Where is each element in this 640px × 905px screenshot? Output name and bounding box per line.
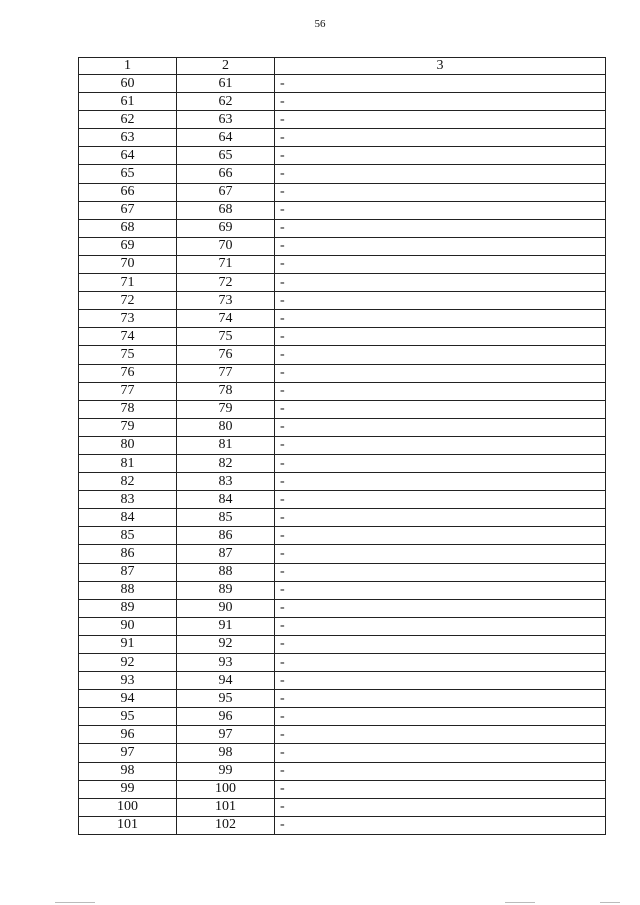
table-body xyxy=(79,75,606,835)
table-cell-col2: 101 xyxy=(177,798,275,816)
data-table xyxy=(78,57,606,835)
table-cell-col2: 100 xyxy=(177,780,275,798)
table-cell-col2: 67 xyxy=(177,183,275,201)
table-cell-col1: 66 xyxy=(79,183,177,201)
table-cell-col2: 84 xyxy=(177,491,275,509)
table-cell-col3: - xyxy=(275,255,606,273)
table-cell-col3: - xyxy=(275,545,606,563)
table-cell-col2: 87 xyxy=(177,545,275,563)
table-cell-col3: - xyxy=(275,129,606,147)
table-cell-col2: 85 xyxy=(177,509,275,527)
table-row xyxy=(79,454,606,472)
table-cell-col2: 95 xyxy=(177,690,275,708)
table-row xyxy=(79,708,606,726)
table-cell-col1: 69 xyxy=(79,237,177,255)
table-cell-col2: 66 xyxy=(177,165,275,183)
table-row xyxy=(79,690,606,708)
table-row xyxy=(79,364,606,382)
table-cell-col3: - xyxy=(275,382,606,400)
table-row xyxy=(79,798,606,816)
table-row xyxy=(79,436,606,454)
table-cell-col3: - xyxy=(275,454,606,472)
table-cell-col3: - xyxy=(275,816,606,834)
table-cell-col2: 86 xyxy=(177,527,275,545)
table-cell-col2: 70 xyxy=(177,237,275,255)
table-cell-col1: 68 xyxy=(79,219,177,237)
table-cell-col1: 78 xyxy=(79,400,177,418)
table-row xyxy=(79,599,606,617)
table-row xyxy=(79,654,606,672)
table-cell-col3: - xyxy=(275,780,606,798)
table-cell-col1: 90 xyxy=(79,617,177,635)
table-cell-col3: - xyxy=(275,744,606,762)
table-cell-col3: - xyxy=(275,617,606,635)
table-row xyxy=(79,75,606,93)
table-cell-col1: 64 xyxy=(79,147,177,165)
table-cell-col3: - xyxy=(275,165,606,183)
table-cell-col3: - xyxy=(275,690,606,708)
table-row xyxy=(79,617,606,635)
table-cell-col3: - xyxy=(275,237,606,255)
table-cell-col1: 77 xyxy=(79,382,177,400)
table-cell-col1: 60 xyxy=(79,75,177,93)
table-cell-col1: 98 xyxy=(79,762,177,780)
table-cell-col3: - xyxy=(275,328,606,346)
table-cell-col3: - xyxy=(275,201,606,219)
table-row xyxy=(79,219,606,237)
table-cell-col2: 93 xyxy=(177,654,275,672)
table-cell-col3: - xyxy=(275,219,606,237)
table-cell-col3: - xyxy=(275,400,606,418)
table-cell-col2: 102 xyxy=(177,816,275,834)
table-row xyxy=(79,780,606,798)
table-cell-col3: - xyxy=(275,93,606,111)
table-cell-col1: 82 xyxy=(79,473,177,491)
table-cell-col2: 74 xyxy=(177,310,275,328)
table-row xyxy=(79,816,606,834)
table-cell-col1: 83 xyxy=(79,491,177,509)
table-cell-col3: - xyxy=(275,310,606,328)
table-cell-col1: 74 xyxy=(79,328,177,346)
table-cell-col1: 99 xyxy=(79,780,177,798)
table-row xyxy=(79,382,606,400)
table-cell-col3: - xyxy=(275,672,606,690)
table-row xyxy=(79,165,606,183)
table-cell-col3: - xyxy=(275,509,606,527)
table-cell-col3: - xyxy=(275,798,606,816)
table-cell-col3: - xyxy=(275,346,606,364)
table-row xyxy=(79,310,606,328)
table-cell-col3: - xyxy=(275,599,606,617)
table-row xyxy=(79,346,606,364)
table-cell-col2: 68 xyxy=(177,201,275,219)
table-cell-col1: 100 xyxy=(79,798,177,816)
table-cell-col3: - xyxy=(275,111,606,129)
table-cell-col3: - xyxy=(275,364,606,382)
table-cell-col2: 71 xyxy=(177,255,275,273)
table-cell-col3: - xyxy=(275,491,606,509)
table-cell-col3: - xyxy=(275,635,606,653)
table-cell-col2: 77 xyxy=(177,364,275,382)
table-cell-col2: 90 xyxy=(177,599,275,617)
table-cell-col1: 65 xyxy=(79,165,177,183)
column-header-2: 2 xyxy=(177,58,275,75)
table-row xyxy=(79,237,606,255)
table-row xyxy=(79,473,606,491)
table-cell-col3: - xyxy=(275,527,606,545)
table-cell-col2: 80 xyxy=(177,418,275,436)
table-cell-col1: 73 xyxy=(79,310,177,328)
table-cell-col3: - xyxy=(275,581,606,599)
table-cell-col2: 88 xyxy=(177,563,275,581)
table-row xyxy=(79,509,606,527)
table-cell-col3: - xyxy=(275,563,606,581)
page-number: 56 xyxy=(314,18,326,30)
table-cell-col3: - xyxy=(275,726,606,744)
table-row xyxy=(79,545,606,563)
table-cell-col1: 96 xyxy=(79,726,177,744)
table-row xyxy=(79,635,606,653)
table-cell-col2: 82 xyxy=(177,454,275,472)
table-cell-col2: 65 xyxy=(177,147,275,165)
column-header-1: 1 xyxy=(79,58,177,75)
table-cell-col1: 81 xyxy=(79,454,177,472)
table-cell-col1: 72 xyxy=(79,292,177,310)
table-row xyxy=(79,129,606,147)
table-cell-col1: 75 xyxy=(79,346,177,364)
table-row xyxy=(79,274,606,292)
table-cell-col2: 75 xyxy=(177,328,275,346)
table-cell-col2: 83 xyxy=(177,473,275,491)
table-cell-col2: 78 xyxy=(177,382,275,400)
column-header-3: 3 xyxy=(275,58,606,75)
table-cell-col2: 79 xyxy=(177,400,275,418)
table-row xyxy=(79,672,606,690)
table-cell-col2: 76 xyxy=(177,346,275,364)
table-row xyxy=(79,581,606,599)
table-cell-col1: 71 xyxy=(79,274,177,292)
table-cell-col2: 94 xyxy=(177,672,275,690)
table-cell-col3: - xyxy=(275,292,606,310)
table-cell-col2: 63 xyxy=(177,111,275,129)
table-cell-col1: 91 xyxy=(79,635,177,653)
header-row xyxy=(79,58,606,75)
table-row xyxy=(79,328,606,346)
table-cell-col2: 81 xyxy=(177,436,275,454)
table-cell-col1: 86 xyxy=(79,545,177,563)
table-row xyxy=(79,744,606,762)
table-cell-col3: - xyxy=(275,418,606,436)
table-cell-col3: - xyxy=(275,274,606,292)
table-row xyxy=(79,255,606,273)
table-cell-col1: 101 xyxy=(79,816,177,834)
table-cell-col3: - xyxy=(275,75,606,93)
table-cell-col2: 69 xyxy=(177,219,275,237)
table-row xyxy=(79,527,606,545)
table-cell-col3: - xyxy=(275,762,606,780)
table-cell-col1: 94 xyxy=(79,690,177,708)
table-row xyxy=(79,762,606,780)
table-cell-col1: 63 xyxy=(79,129,177,147)
table-cell-col2: 62 xyxy=(177,93,275,111)
table-cell-col1: 89 xyxy=(79,599,177,617)
table-cell-col1: 93 xyxy=(79,672,177,690)
table-cell-col1: 79 xyxy=(79,418,177,436)
table-row xyxy=(79,93,606,111)
table-row xyxy=(79,147,606,165)
table-cell-col1: 67 xyxy=(79,201,177,219)
table-cell-col1: 92 xyxy=(79,654,177,672)
table-row xyxy=(79,563,606,581)
table-cell-col1: 80 xyxy=(79,436,177,454)
table-row xyxy=(79,292,606,310)
table-cell-col2: 98 xyxy=(177,744,275,762)
table-cell-col2: 89 xyxy=(177,581,275,599)
table-row xyxy=(79,491,606,509)
table-cell-col3: - xyxy=(275,147,606,165)
table-row xyxy=(79,201,606,219)
table-cell-col3: - xyxy=(275,183,606,201)
table-row xyxy=(79,400,606,418)
table-header xyxy=(79,58,606,75)
table-row xyxy=(79,183,606,201)
table-cell-col1: 62 xyxy=(79,111,177,129)
table-row xyxy=(79,418,606,436)
table-cell-col1: 76 xyxy=(79,364,177,382)
table-cell-col1: 85 xyxy=(79,527,177,545)
table-cell-col1: 61 xyxy=(79,93,177,111)
table-cell-col1: 84 xyxy=(79,509,177,527)
table-cell-col2: 97 xyxy=(177,726,275,744)
table-cell-col1: 95 xyxy=(79,708,177,726)
table-cell-col3: - xyxy=(275,708,606,726)
table-cell-col2: 73 xyxy=(177,292,275,310)
table-row xyxy=(79,111,606,129)
table-cell-col2: 61 xyxy=(177,75,275,93)
table-cell-col2: 99 xyxy=(177,762,275,780)
table-cell-col1: 88 xyxy=(79,581,177,599)
table-row xyxy=(79,726,606,744)
table-cell-col2: 92 xyxy=(177,635,275,653)
table-cell-col2: 64 xyxy=(177,129,275,147)
table-cell-col3: - xyxy=(275,654,606,672)
table-cell-col2: 96 xyxy=(177,708,275,726)
table-cell-col1: 97 xyxy=(79,744,177,762)
table-cell-col1: 70 xyxy=(79,255,177,273)
footer-scan-marks xyxy=(0,900,640,905)
table-cell-col2: 91 xyxy=(177,617,275,635)
table-cell-col1: 87 xyxy=(79,563,177,581)
table-cell-col3: - xyxy=(275,436,606,454)
table-cell-col2: 72 xyxy=(177,274,275,292)
table-cell-col3: - xyxy=(275,473,606,491)
